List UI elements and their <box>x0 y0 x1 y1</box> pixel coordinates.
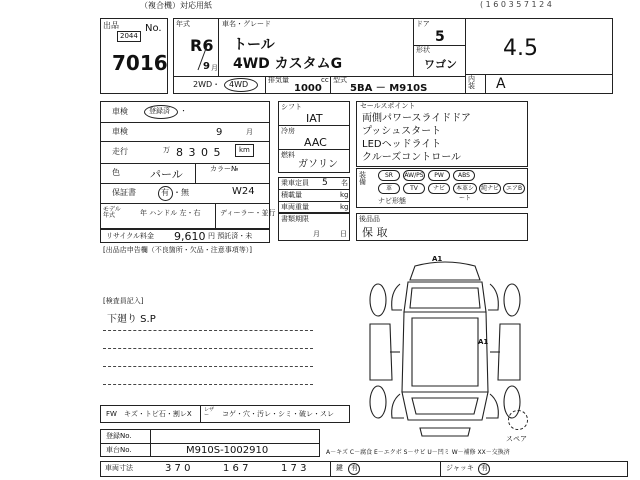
sales-point-4: クルーズコントロール <box>362 152 461 163</box>
expiry-month: 9 <box>216 127 223 138</box>
equip-nav: ナビ <box>428 183 450 194</box>
mileage-value: 8 3 0 5 <box>176 146 222 159</box>
displacement-value: 1000 <box>294 83 322 94</box>
lot-number: 7016 <box>112 51 168 75</box>
lock-label: 鍵 <box>336 464 343 472</box>
equip-sr: SR <box>378 170 400 181</box>
equip-aw-ps: AW/PS <box>404 172 424 179</box>
ac-label: 冷房 <box>281 127 295 135</box>
lock-status: 有 <box>351 464 358 472</box>
sales-point-3: LEDヘッドライト <box>362 139 442 150</box>
expiry-label: 車検 <box>112 127 128 136</box>
body-value: ワゴン <box>424 58 457 71</box>
equip-airbag: エアB <box>503 183 525 194</box>
length-value: 3 7 0 <box>165 463 191 474</box>
sales-points-label: セールスポイント <box>360 102 416 110</box>
month-value: 9 <box>203 61 210 72</box>
docs-label: 書類期限 <box>281 215 309 223</box>
interior-label: 内装 <box>468 75 475 90</box>
vin-value: M910S-1002910 <box>186 445 269 456</box>
nav-type-label: ナビ形態 <box>378 197 406 205</box>
diagram-mark-front: A1 <box>432 255 443 263</box>
equip-tv: TV <box>403 183 425 194</box>
color-no-label: カラー№ <box>210 165 239 173</box>
year-label: 年式 <box>176 20 190 28</box>
equip-leather: 革 <box>378 183 400 194</box>
inspection-marker: ・ <box>180 107 187 115</box>
legend-leather-label: レザー <box>204 407 215 418</box>
model-label: 型式 <box>333 76 347 84</box>
mileage-km-box: km <box>235 144 254 157</box>
disclosure-label: [出品店申告欄（不良箇所・欠品・注意事項等）] <box>103 246 252 254</box>
load-label: 積載量 <box>281 191 302 199</box>
car-name: トール <box>233 37 275 53</box>
vin-label: 車台No. <box>106 446 132 454</box>
model-value: 5BA － M910S <box>350 83 428 94</box>
lot-small-code: 2044 <box>117 31 141 42</box>
warranty-label: 保証書 <box>112 188 136 197</box>
recycle-label: リサイクル料金 <box>106 232 155 240</box>
car-name-label: 車名・グレード <box>222 20 271 28</box>
shift-value: IAT <box>306 112 323 125</box>
equip-abs: ABS <box>453 170 475 181</box>
hold-label: 後品品 <box>359 215 380 223</box>
recycle-value: 9,610 <box>174 230 206 243</box>
color-no-value: W24 <box>232 186 255 197</box>
spare-tire-icon <box>508 410 528 430</box>
weight-unit: kg <box>340 203 349 211</box>
spare-label: スペア <box>506 435 527 443</box>
ac-value: AAC <box>304 136 327 149</box>
reg-no-label: 登録No. <box>106 432 132 440</box>
displacement-label: 排気量 <box>268 76 289 84</box>
lot-no-label: No. <box>145 23 162 34</box>
width-value: 1 6 7 <box>223 463 249 474</box>
fuel-value: ガソリン <box>298 159 338 170</box>
diagram-mark-side: A1 <box>478 338 489 346</box>
recycle-unit: 円 預託済・未 <box>208 232 253 240</box>
legend-damage-text: コゲ・穴・汚レ・シミ・破レ・スレ <box>222 410 334 418</box>
warranty-yes: 有 <box>161 188 169 197</box>
hold-value: 保 取 <box>362 226 388 239</box>
equip-genuine-nav: 純ナビ <box>480 185 499 192</box>
expiry-month-unit: 月 <box>246 128 253 136</box>
equip-leather-seat: 本革シート <box>453 183 477 194</box>
mileage-man: 万 <box>163 146 170 154</box>
lot-shuppin-label: 出品 <box>103 21 119 30</box>
warranty-no: ・無 <box>173 188 189 197</box>
equipment-label: 装備 <box>359 171 366 186</box>
inspection-label: 車検 <box>112 107 128 116</box>
inspector-note: 下廻り S.P <box>107 314 156 325</box>
equip-pw: PW <box>428 170 450 181</box>
model-year-label: モデル年式 <box>103 206 121 219</box>
inspector-label: [検査員記入] <box>103 297 144 305</box>
drive-4wd: 4WD <box>229 80 249 89</box>
weight-label: 車両重量 <box>281 203 309 211</box>
docs-unit: 月 <box>313 230 320 238</box>
capacity-value: 5 <box>322 178 328 188</box>
damage-codes: A－キズ C－腐食 E－エクボ S－サビ U－凹ミ W－補修 XX－交換済 <box>326 449 510 456</box>
load-unit: kg <box>340 191 349 199</box>
sales-point-1: 両側パワースライドドア <box>362 113 471 124</box>
jack-status: 有 <box>481 464 488 472</box>
score-value: 4.5 <box>503 36 538 61</box>
dealer-text: ディーラー・並行 <box>220 209 276 217</box>
drive-2wd-label: 2WD・ <box>193 80 221 89</box>
year-value: R6 <box>190 36 214 55</box>
inspection-status: 登録済 <box>149 107 170 115</box>
model-year-text: 年 ハンドル 左・右 <box>140 209 201 217</box>
sales-point-2: プッシュスタート <box>362 126 442 137</box>
form-top-line: （複合機）対応用紙 <box>140 1 212 10</box>
fuel-label: 燃料 <box>281 151 295 159</box>
car-condition-diagram <box>360 252 530 442</box>
mileage-label: 走行 <box>112 147 128 156</box>
year-month-divider <box>196 42 210 72</box>
body-label: 形状 <box>416 46 430 54</box>
form-top-right-code: ( 1 6 0 3 5 7 1 2 4 <box>480 0 552 9</box>
capacity-label: 乗車定員 <box>281 179 309 187</box>
legend-fw-text: キズ・トビ石・割レX <box>124 410 192 418</box>
docs-day: 日 <box>340 230 347 238</box>
car-grade: 4WD カスタムG <box>233 56 343 72</box>
capacity-unit: 名 <box>341 179 348 187</box>
month-unit: 月 <box>211 64 218 72</box>
color-label: 色 <box>112 168 120 177</box>
dims-label: 車両寸法 <box>105 464 133 472</box>
jack-label: ジャッキ <box>446 464 474 472</box>
legend-fw: FW <box>106 410 117 418</box>
doors-value: 5 <box>435 29 445 45</box>
shift-label: シフト <box>281 103 302 111</box>
doors-label: ドア <box>416 20 430 28</box>
height-value: 1 7 3 <box>281 463 307 474</box>
interior-grade: A <box>496 76 506 92</box>
color-value: パール <box>150 168 183 181</box>
cc-unit: cc <box>321 76 329 84</box>
